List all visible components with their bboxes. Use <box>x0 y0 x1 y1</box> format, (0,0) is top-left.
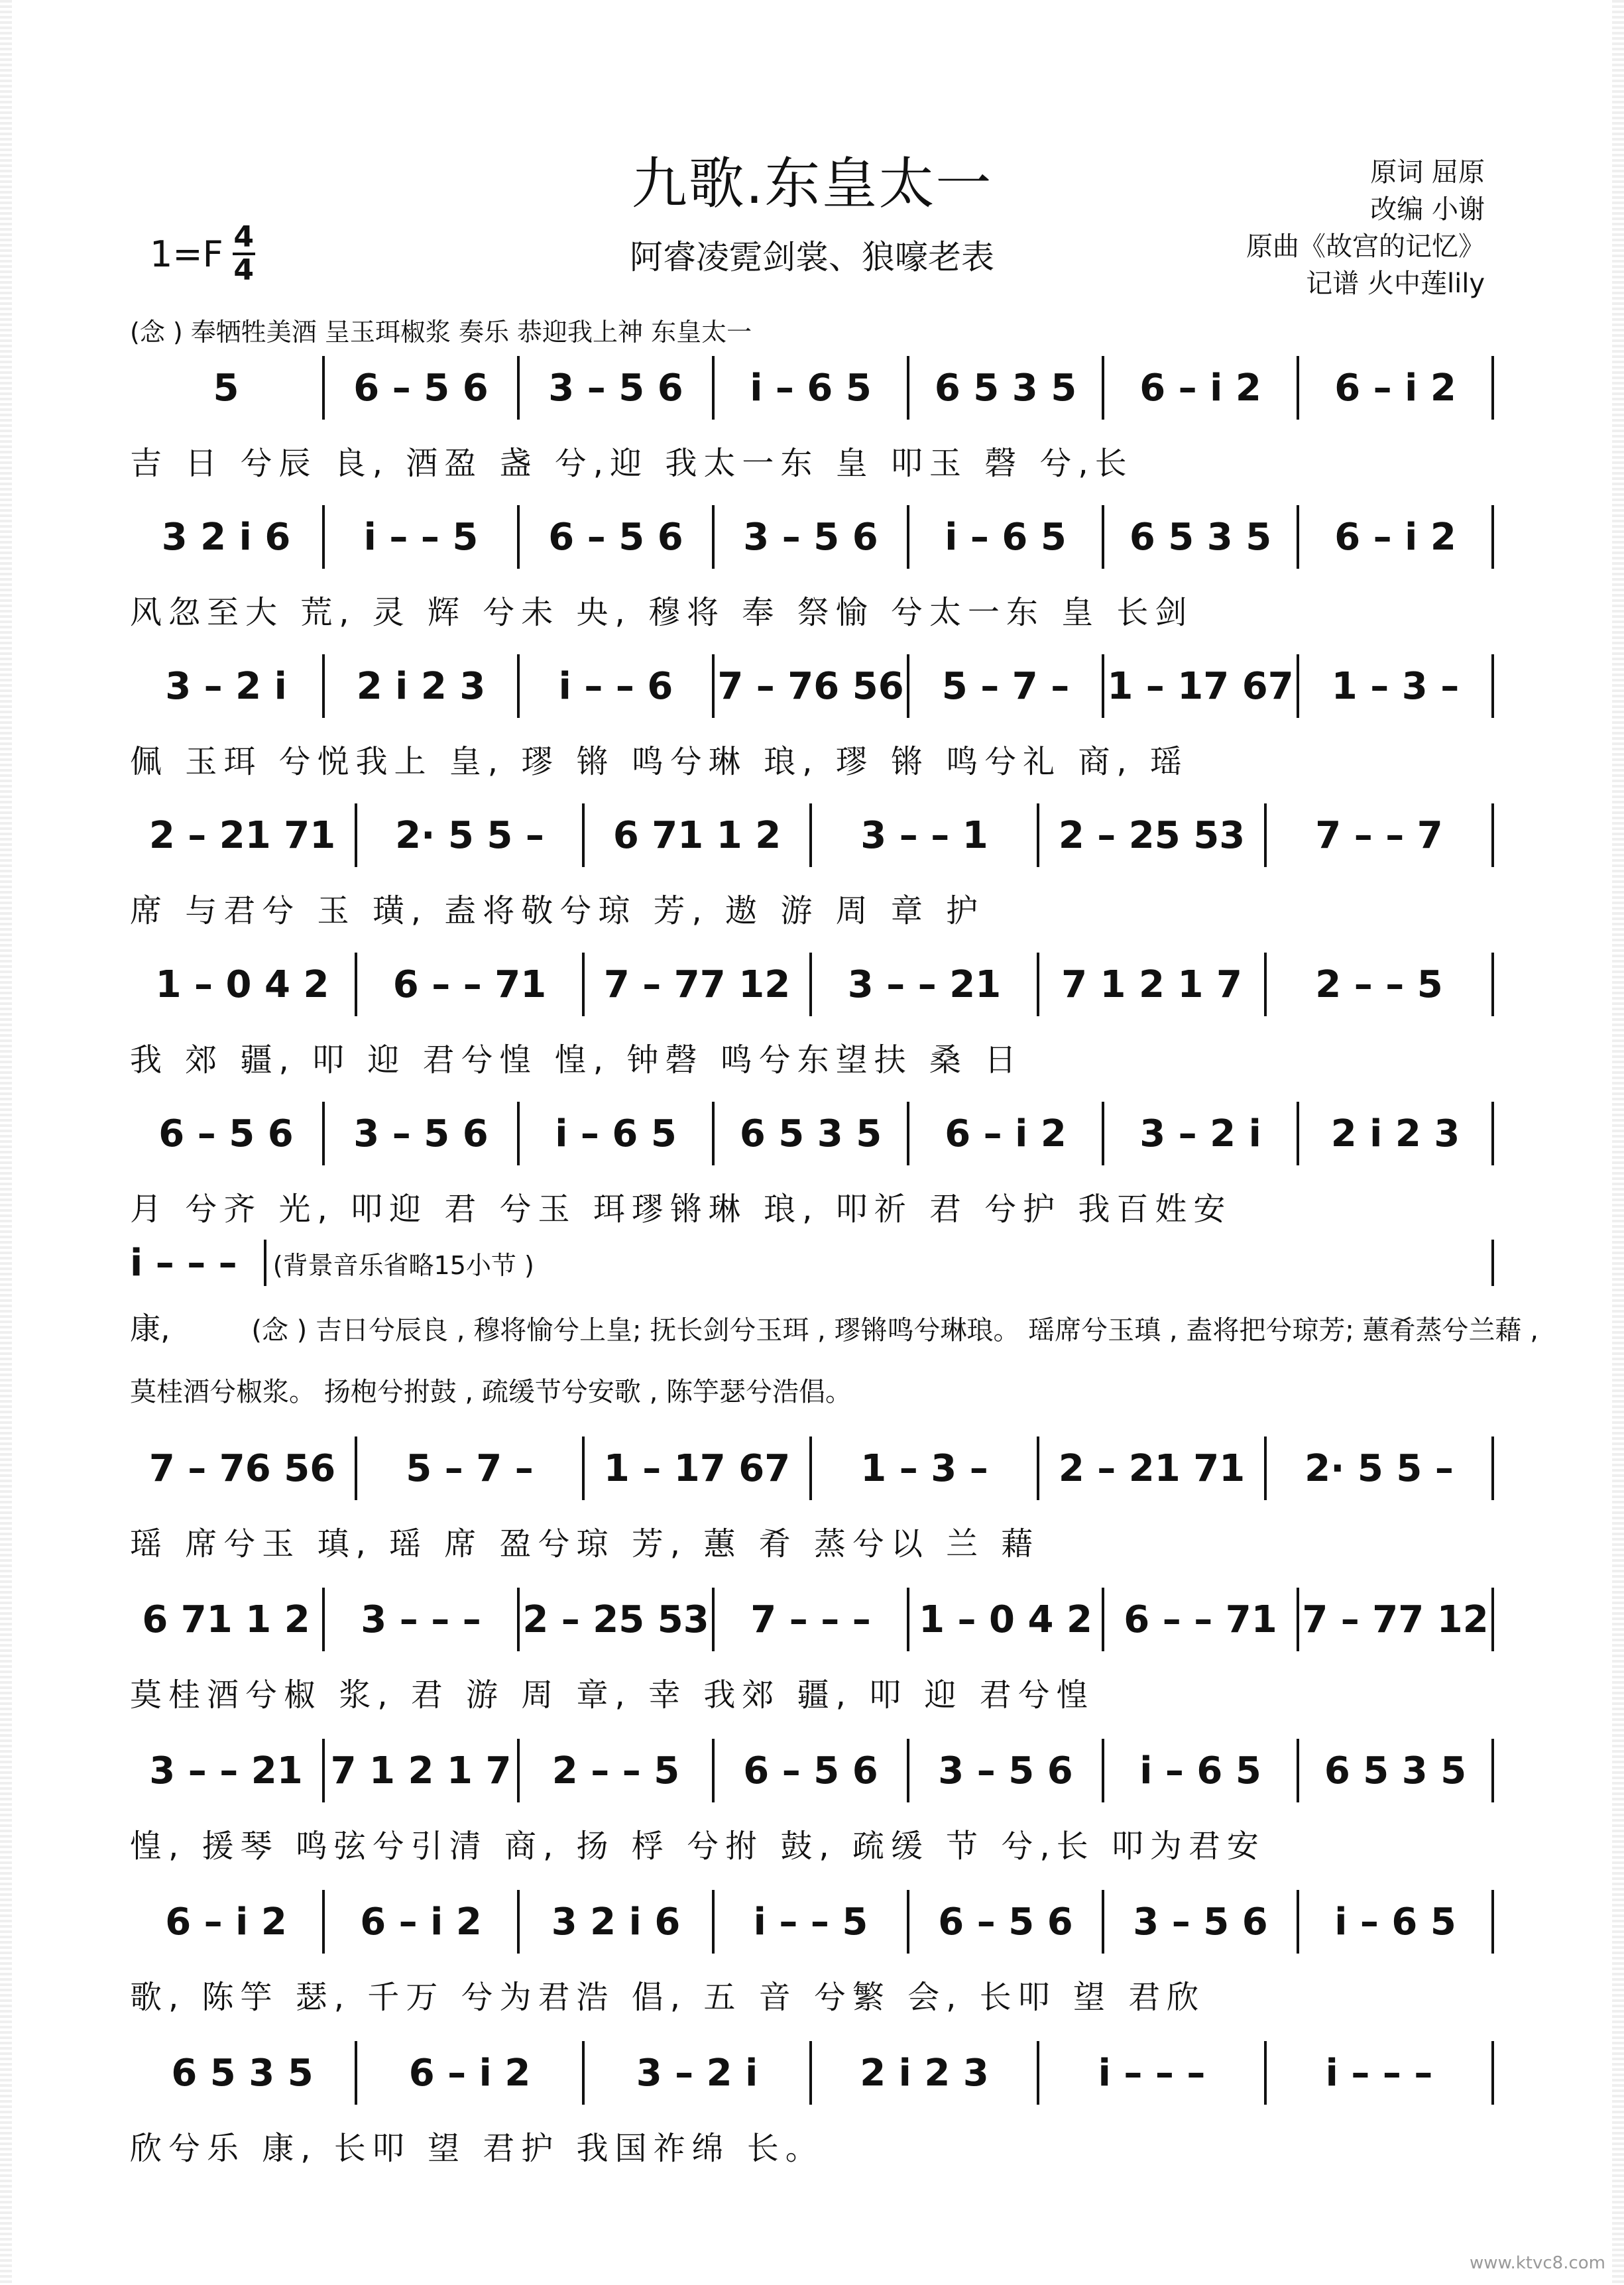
measure <box>909 345 1102 431</box>
measure-notes: 3 2 i 6 <box>551 1900 681 1944</box>
measure <box>909 494 1102 580</box>
measure <box>1299 1090 1491 1177</box>
measure <box>812 1425 1037 1511</box>
lyrics-row: 莫桂酒兮椒 浆, 君 游 周 章, 幸 我郊 疆, 叩 迎 君兮惶 <box>130 1676 1095 1714</box>
measure-notes: 6 – 5 6 <box>353 366 489 410</box>
measure-notes: 2 – – 5 <box>1315 963 1443 1006</box>
measure <box>357 1425 582 1511</box>
measure-notes: 6 5 3 5 <box>739 1112 882 1155</box>
measure-notes: i – – 6 <box>558 664 673 708</box>
measure <box>1299 345 1491 431</box>
measure-notes: i – 6 5 <box>555 1112 677 1155</box>
measure-notes: i – – – <box>1098 2051 1206 2095</box>
measure <box>812 941 1037 1027</box>
measure-notes: 6 – i 2 <box>360 1900 482 1944</box>
measure-notes: 2· 5 5 – <box>1305 1446 1454 1490</box>
measure <box>1267 2030 1491 2116</box>
measure <box>909 1879 1102 1965</box>
measure-notes: 6 – 5 6 <box>548 515 683 559</box>
measure <box>715 345 907 431</box>
key-signature <box>150 222 255 286</box>
measure <box>1039 2030 1264 2116</box>
measure <box>585 1425 809 1511</box>
measure <box>585 2030 809 2116</box>
barline <box>1491 1102 1494 1165</box>
barline <box>1491 356 1494 420</box>
measure-notes: 6 71 1 2 <box>612 813 782 857</box>
measure-notes: 6 – 5 6 <box>938 1900 1073 1944</box>
measure-notes: i – 6 5 <box>750 366 872 410</box>
barline <box>1491 953 1494 1016</box>
measure <box>357 2030 582 2116</box>
page-border-right <box>1612 0 1624 2285</box>
barline <box>1491 505 1494 569</box>
lyrics-row: 月 兮齐 光, 叩迎 君 兮玉 珥璆锵琳 琅, 叩祈 君 兮护 我百姓安 <box>130 1191 1232 1228</box>
measure <box>1039 1425 1264 1511</box>
measure <box>812 792 1037 878</box>
measure <box>1104 643 1297 729</box>
measure-notes: 6 71 1 2 <box>142 1598 310 1641</box>
score-system <box>130 494 1494 632</box>
measure <box>909 1576 1102 1663</box>
measure-notes: 1 – 0 4 2 <box>155 963 329 1006</box>
watermark: www.ktvc8.com <box>1470 2253 1605 2273</box>
credit-composer: 原曲《故宫的记忆》 <box>1246 231 1485 262</box>
measure-notes: 2 – 21 71 <box>148 813 336 857</box>
measure <box>520 643 712 729</box>
measure <box>1039 792 1264 878</box>
measure <box>357 792 582 878</box>
time-signature <box>233 222 255 286</box>
score-system <box>130 1879 1494 2017</box>
measure <box>325 1728 517 1814</box>
measure-notes: i – – 5 <box>753 1900 868 1944</box>
measure-notes: 1 – 3 – <box>860 1446 988 1490</box>
notation-row <box>130 1728 1494 1814</box>
credit-transcriber: 记谱 火中莲lily <box>1306 268 1485 299</box>
measure <box>325 643 517 729</box>
measure <box>130 1425 355 1511</box>
notation-row <box>130 1090 1494 1177</box>
measure-notes: 6 – i 2 <box>165 1900 287 1944</box>
measure <box>325 494 517 580</box>
page-border-left <box>0 0 12 2285</box>
score-system <box>130 345 1494 483</box>
measure <box>812 2030 1037 2116</box>
singers: 阿睿凌霓剑裳、狼嚎老表 <box>630 238 994 276</box>
score-system <box>130 941 1494 1080</box>
measure <box>1104 494 1297 580</box>
measure-notes: 7 – 77 12 <box>603 963 791 1006</box>
measure-notes: 3 – – 21 <box>149 1749 303 1792</box>
lyrics-row: 惶, 援琴 鸣弦兮引清 商, 扬 桴 兮拊 鼓, 疏缓 节 兮,长 叩为君安 <box>130 1828 1265 1865</box>
measure-notes: 6 5 3 5 <box>1324 1749 1467 1792</box>
intro-recitation: (念 ) 奉牺牲美酒 呈玉珥椒浆 奏乐 恭迎我上神 东皇太一 <box>130 318 752 347</box>
score-system <box>130 2030 1494 2168</box>
lyrics-row: 风忽至大 荒, 灵 辉 兮未 央, 穆将 奉 祭愉 兮太一东 皇 长剑 <box>130 594 1194 631</box>
measure-notes: 1 – 3 – <box>1331 664 1460 708</box>
interlude-lyric-line <box>130 1305 1538 1348</box>
measure-notes: i – – 5 <box>363 515 479 559</box>
measure-notes: 3 – 5 6 <box>743 515 878 559</box>
measure-notes: i – 6 5 <box>1334 1900 1456 1944</box>
score-title: 九歌.东皇太一 <box>631 151 993 216</box>
measure-notes: 2 i 2 3 <box>860 2051 989 2095</box>
measure <box>130 1090 322 1177</box>
barline <box>1491 654 1494 718</box>
measure-notes: 3 – 2 i <box>1139 1112 1261 1155</box>
interlude-note: (背景音乐省略15小节 ) <box>272 1250 534 1280</box>
barline <box>1491 1588 1494 1651</box>
measure-notes: 2 i 2 3 <box>1330 1112 1460 1155</box>
measure <box>909 1728 1102 1814</box>
measure <box>715 1728 907 1814</box>
measure <box>585 941 809 1027</box>
measure-notes: 3 – – 1 <box>860 813 988 857</box>
measure <box>715 1576 907 1663</box>
measure <box>520 1879 712 1965</box>
measure-notes: 6 – i 2 <box>945 1112 1067 1155</box>
measure-notes: 1 – 17 67 <box>603 1446 791 1490</box>
measure-notes: 3 – 2 i <box>165 664 287 708</box>
lyrics-row: 歌, 陈竽 瑟, 千万 兮为君浩 倡, 五 音 兮繁 会, 长叩 望 君欣 <box>130 1979 1206 2016</box>
measure-notes: 3 – 5 6 <box>548 366 683 410</box>
measure-notes: 6 5 3 5 <box>1129 515 1272 559</box>
measure <box>715 1090 907 1177</box>
measure-notes: 5 <box>213 366 239 410</box>
barline <box>1491 1890 1494 1954</box>
notation-row <box>130 792 1494 878</box>
measure-notes: 3 2 i 6 <box>161 515 291 559</box>
measure <box>585 792 809 878</box>
measure <box>909 643 1102 729</box>
measure-notes: i – 6 5 <box>945 515 1067 559</box>
measure-notes: 6 – i 2 <box>408 2051 531 2095</box>
measure <box>130 1879 322 1965</box>
key-label: 1=F <box>150 233 223 275</box>
barline <box>1491 803 1494 867</box>
measure <box>130 345 322 431</box>
score-system <box>130 1728 1494 1866</box>
measure-notes: 7 – – – <box>750 1598 871 1641</box>
score-system <box>130 1576 1494 1715</box>
measure-notes: 2 – 25 53 <box>1058 813 1246 857</box>
credit-lyricist: 原词 屈原 <box>1370 157 1485 188</box>
credit-adapter: 改编 小谢 <box>1370 194 1485 225</box>
measure-notes: 6 – i 2 <box>1334 366 1456 410</box>
measure <box>1299 1728 1491 1814</box>
notation-row <box>130 1576 1494 1663</box>
measure-notes: 7 1 2 1 7 <box>330 1749 512 1792</box>
measure-notes: 6 – i 2 <box>1139 366 1261 410</box>
measure-notes: 5 – 7 – <box>406 1446 534 1490</box>
measure-notes: 6 – – 71 <box>392 963 547 1006</box>
measure <box>325 1576 517 1663</box>
score-system <box>130 792 1494 931</box>
measure <box>325 1879 517 1965</box>
lyrics-row: 我 郊 疆, 叩 迎 君兮惶 惶, 钟磬 鸣兮东望扶 桑 日 <box>130 1041 1023 1079</box>
score-system <box>130 1425 1494 1564</box>
measure <box>520 494 712 580</box>
measure <box>715 1879 907 1965</box>
measure <box>130 494 322 580</box>
barline <box>1491 1436 1494 1500</box>
measure-notes: 3 – 5 6 <box>1133 1900 1268 1944</box>
measure-notes: 7 – 76 56 <box>717 664 904 708</box>
measure-notes: 1 – 17 67 <box>1107 664 1294 708</box>
score-system <box>130 643 1494 782</box>
measure-notes: 2 – – 5 <box>551 1749 680 1792</box>
measure-notes: 6 5 3 5 <box>171 2051 314 2095</box>
measure <box>130 941 355 1027</box>
measure-notes: 6 5 3 5 <box>934 366 1077 410</box>
notation-row <box>130 345 1494 431</box>
measure-notes: 3 – 5 6 <box>353 1112 489 1155</box>
measure-notes: 7 1 2 1 7 <box>1061 963 1242 1006</box>
notation-row <box>130 2030 1494 2116</box>
notation-row <box>130 494 1494 580</box>
lyrics-row: 瑶 席兮玉 瑱, 瑶 席 盈兮琼 芳, 蕙 肴 蒸兮以 兰 藉 <box>130 1525 1040 1562</box>
credits <box>1246 154 1485 302</box>
measure <box>715 643 907 729</box>
measure-notes: 3 – – – <box>361 1598 481 1641</box>
measure <box>130 2030 355 2116</box>
measure <box>1267 792 1491 878</box>
measure-notes: 3 – 5 6 <box>938 1749 1073 1792</box>
measure-notes: 2· 5 5 – <box>395 813 544 857</box>
score-header <box>0 0 1624 318</box>
interlude-system <box>130 1230 1494 1296</box>
measure-notes: 6 – – 71 <box>1124 1598 1277 1641</box>
measure <box>1299 643 1491 729</box>
recitation-line-2: 莫桂酒兮椒浆。 扬枹兮拊鼓 , 疏缓节兮安歌 , 陈竽瑟兮浩倡。 <box>130 1377 852 1407</box>
measure-notes: i – 6 5 <box>1139 1749 1261 1792</box>
measure <box>130 643 322 729</box>
measure <box>1267 1425 1491 1511</box>
measure <box>1299 1879 1491 1965</box>
interlude-bar: i – – – <box>130 1241 237 1285</box>
measure-notes: 3 – 2 i <box>636 2051 758 2095</box>
measure <box>1104 1576 1297 1663</box>
lyrics-row: 吉 日 兮辰 良, 酒盈 盏 兮,迎 我太一东 皇 叩玉 磬 兮,长 <box>130 445 1133 482</box>
measure <box>520 345 712 431</box>
measure <box>1299 1576 1491 1663</box>
measure <box>130 1728 322 1814</box>
measure <box>1104 1090 1297 1177</box>
measure-notes: 5 – 7 – <box>941 664 1070 708</box>
notation-row <box>130 643 1494 729</box>
measure-notes: i – – – <box>1325 2051 1433 2095</box>
measure <box>1299 494 1491 580</box>
measure <box>325 345 517 431</box>
measure <box>520 1576 712 1663</box>
notation-row <box>130 941 1494 1027</box>
measure <box>715 494 907 580</box>
measure <box>130 1576 322 1663</box>
measure-notes: 7 – – 7 <box>1315 813 1443 857</box>
recitation-line-1: (念 ) 吉日兮辰良 , 穆将愉兮上皇; 抚长剑兮玉珥 , 璆锵鸣兮琳琅。 瑶席兮玉瑱 , 盍将把兮琼芳; 蕙肴蒸兮兰藉 , <box>251 1315 1538 1346</box>
measure-notes: 2 i 2 3 <box>356 664 486 708</box>
measure <box>1267 941 1491 1027</box>
measure-notes: 6 – 5 6 <box>158 1112 294 1155</box>
time-signature-top: 4 <box>233 220 254 254</box>
lyrics-row: 席 与君兮 玉 璜, 盍将敬兮琼 芳, 遨 游 周 章 护 <box>130 892 985 929</box>
score-system <box>130 1090 1494 1229</box>
notation-row <box>130 1425 1494 1511</box>
measure <box>357 941 582 1027</box>
lyrics-row: 佩 玉珥 兮悦我上 皇, 璆 锵 鸣兮琳 琅, 璆 锵 鸣兮礼 商, 瑶 <box>130 743 1189 780</box>
measure-notes: 6 – i 2 <box>1334 515 1456 559</box>
measure-notes: 2 – 21 71 <box>1058 1446 1246 1490</box>
barline <box>1491 2041 1494 2105</box>
measure-notes: 7 – 77 12 <box>1302 1598 1489 1641</box>
measure <box>520 1090 712 1177</box>
measure <box>130 792 355 878</box>
measure-notes: 1 – 0 4 2 <box>919 1598 1092 1641</box>
measure <box>325 1090 517 1177</box>
measure <box>909 1090 1102 1177</box>
measure <box>1039 941 1264 1027</box>
measure <box>1104 1728 1297 1814</box>
measure <box>1104 345 1297 431</box>
notation-row <box>130 1879 1494 1965</box>
measure <box>1104 1879 1297 1965</box>
measure <box>520 1728 712 1814</box>
measure-notes: 2 – 25 53 <box>522 1598 709 1641</box>
measure-notes: 3 – – 21 <box>847 963 1002 1006</box>
measure-notes: 7 – 76 56 <box>148 1446 336 1490</box>
time-signature-bottom: 4 <box>233 253 254 287</box>
barline <box>1491 1739 1494 1802</box>
measure-notes: 6 – 5 6 <box>743 1749 878 1792</box>
interlude-lyric-start: 康, <box>130 1311 170 1346</box>
lyrics-row: 欣兮乐 康, 长叩 望 君护 我国祚绵 长。 <box>130 2130 824 2167</box>
